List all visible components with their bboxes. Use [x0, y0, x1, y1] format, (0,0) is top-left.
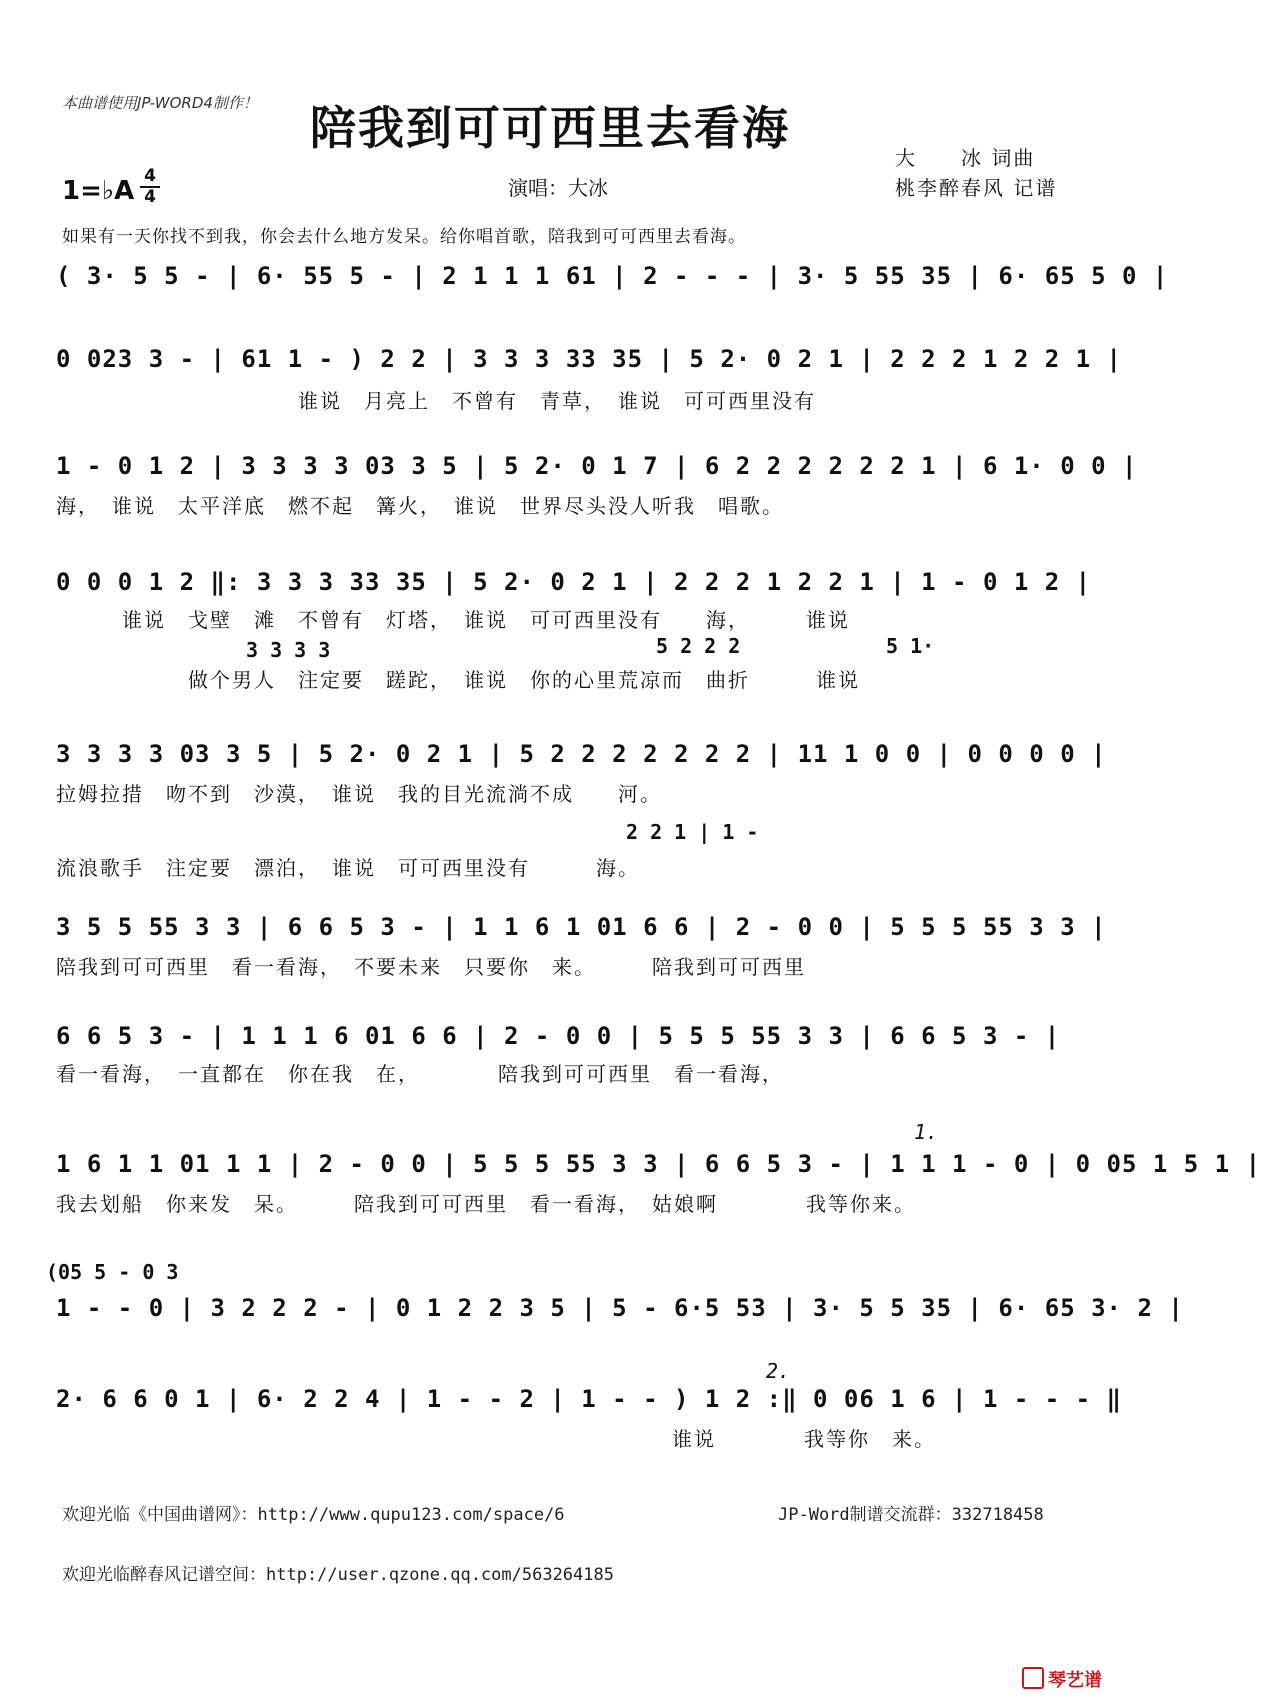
lyric-line-verse-2: 做个男人 注定要 蹉跎， 谁说 你的心里荒凉而 曲折 谁说 — [56, 668, 860, 692]
notes-line: 2· 6 6 0 1 | 6· 2 2 4 | 1 - - 2 | 1 - - ) 1 2 :‖ 0 06 1 6 | 1 - - - ‖ — [56, 1385, 1122, 1413]
logo-icon — [1022, 1667, 1044, 1689]
intro-text: 如果有一天你找不到我，你会去什么地方发呆。给你唱首歌，陪我到可可西里去看海。 — [62, 227, 746, 247]
lyric-line: 陪我到可可西里 看一看海， 不要未来 只要你 来。 陪我到可可西里 — [56, 955, 806, 979]
footer-site-link[interactable]: 欢迎光临《中国曲谱网》：http://www.qupu123.com/space/6 — [62, 1505, 565, 1525]
notes-line: ( 3· 5 5 - | 6· 55 5 - | 2 1 1 1 61 | 2 - - - | 3· 5 55 35 | 6· 65 5 0 | — [56, 262, 1169, 290]
volta-2-label: 2. — [766, 1359, 791, 1383]
lyric-line-verse-2: 流浪歌手 注定要 漂泊， 谁说 可可西里没有 海。 — [56, 856, 640, 880]
watermark-logo — [1022, 1666, 1102, 1692]
watermark-text: 琴艺谱 — [1048, 1670, 1102, 1691]
lyric-line: 看一看海， 一直都在 你在我 在， 陪我到可可西里 看一看海， — [56, 1062, 784, 1086]
lyric-line: 谁说 月亮上 不曾有 青草， 谁说 可可西里没有 — [56, 389, 816, 413]
time-signature-bottom: 4 — [144, 187, 156, 207]
key-signature: 1=♭A — [62, 176, 135, 206]
alt-notes: 5 1· — [886, 634, 935, 658]
time-signature — [140, 168, 160, 206]
lyric-line: 拉姆拉措 吻不到 沙漠， 谁说 我的目光流淌不成 河。 — [56, 782, 662, 806]
notes-line: 1 6 1 1 01 1 1 | 2 - 0 0 | 5 5 5 55 3 3 | 6 6 5 3 - | 1 1 1 - 0 | 0 05 1 5 1 | — [56, 1150, 1261, 1178]
footer-group-info: JP-Word制谱交流群：332718458 — [778, 1505, 1044, 1525]
lyric-line: 我去划船 你来发 呆。 陪我到可可西里 看一看海， 姑娘啊 我等你来。 — [56, 1192, 916, 1216]
notes-line: 3 3 3 3 03 3 5 | 5 2· 0 2 1 | 5 2 2 2 2 2 2 2 | 11 1 0 0 | 0 0 0 0 | — [56, 740, 1107, 768]
singer-credit: 演唱：大冰 — [508, 176, 608, 200]
notes-line: 3 5 5 55 3 3 | 6 6 5 3 - | 1 1 6 1 01 6 6 | 2 - 0 0 | 5 5 5 55 3 3 | — [56, 913, 1107, 941]
tool-note: 本曲谱使用JP-WORD4制作！ — [62, 94, 258, 112]
alt-notes: 2 2 1 | 1 - — [626, 820, 759, 844]
footer-space-link[interactable]: 欢迎光临醉春风记谱空间：http://user.qzone.qq.com/563264185 — [62, 1565, 614, 1585]
lyricist-composer-credit: 大 冰 词曲 — [895, 146, 1036, 170]
notes-line: 1 - 0 1 2 | 3 3 3 3 03 3 5 | 5 2· 0 1 7 | 6 2 2 2 2 2 2 1 | 6 1· 0 0 | — [56, 452, 1138, 480]
time-signature-top: 4 — [144, 166, 156, 186]
transcriber-credit: 桃李醉春风 记谱 — [895, 176, 1058, 200]
notes-line: 0 0 0 1 2 ‖: 3 3 3 33 35 | 5 2· 0 2 1 | 2 2 2 1 2 2 1 | 1 - 0 1 2 | — [56, 568, 1092, 596]
alt-notes: 5 2 2 2 — [656, 634, 741, 658]
notes-line: 1 - - 0 | 3 2 2 2 - | 0 1 2 2 3 5 | 5 - 6·5 53 | 3· 5 5 35 | 6· 65 3· 2 | — [56, 1294, 1184, 1322]
song-title: 陪我到可可西里去看海 — [310, 101, 790, 155]
volta-1-label: 1. — [914, 1120, 939, 1144]
alt-notes: (05 5 - 0 3 — [46, 1260, 179, 1284]
notes-line: 0 023 3 - | 61 1 - ) 2 2 | 3 3 3 33 35 | 5 2· 0 2 1 | 2 2 2 1 2 2 1 | — [56, 345, 1122, 373]
lyric-line: 谁说 我等你 来。 — [56, 1427, 936, 1451]
alt-notes: 3 3 3 3 — [246, 638, 331, 662]
notes-line: 6 6 5 3 - | 1 1 1 6 01 6 6 | 2 - 0 0 | 5 5 5 55 3 3 | 6 6 5 3 - | — [56, 1022, 1061, 1050]
lyric-line: 谁说 戈壁 滩 不曾有 灯塔， 谁说 可可西里没有 海， 谁说 — [56, 608, 850, 632]
lyric-line: 海， 谁说 太平洋底 燃不起 篝火， 谁说 世界尽头没人听我 唱歌。 — [56, 494, 784, 518]
